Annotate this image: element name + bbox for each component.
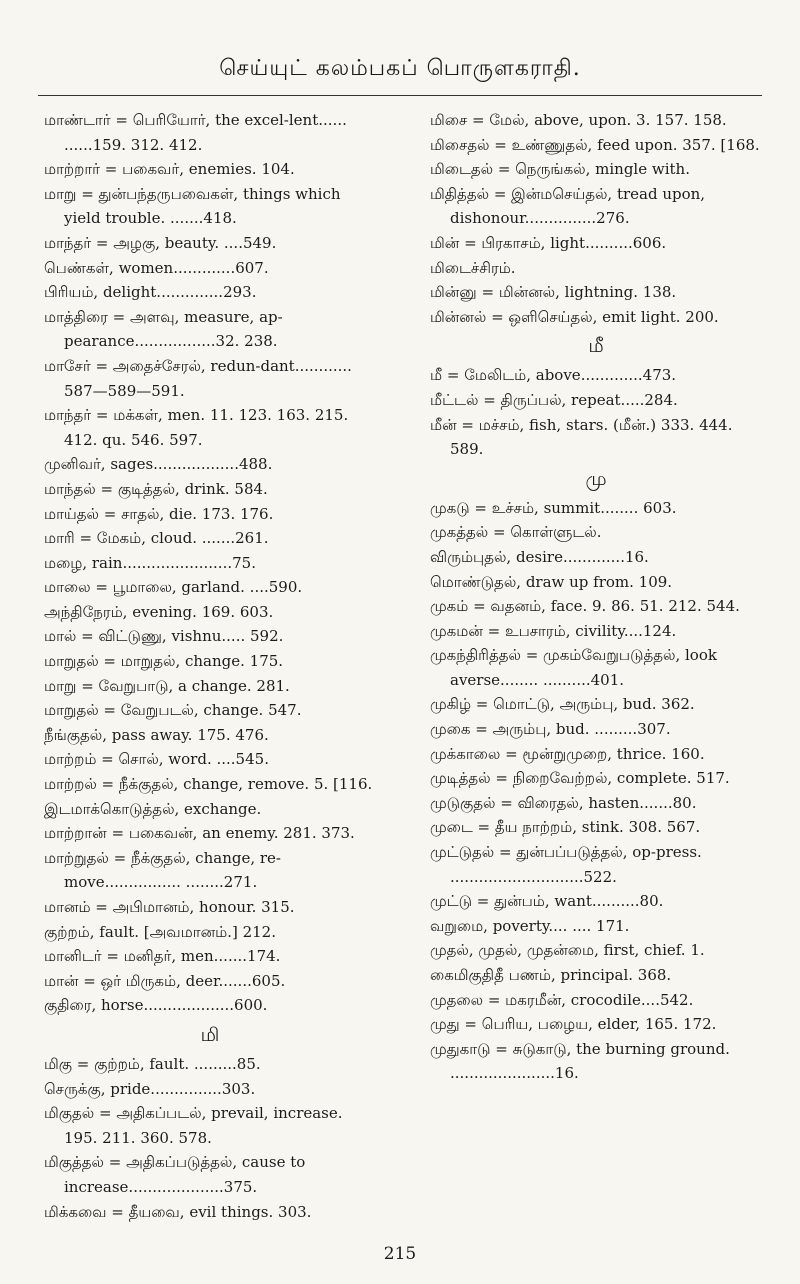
glossary-entry: மாற்றார் = பகைவர், enemies. 104. — [44, 160, 295, 179]
glossary-entry: மாற்றுதல் = நீக்குதல், change, re-move................ ........271. — [44, 848, 281, 892]
glossary-entry: மான் = ஒர் மிருகம், deer.......605. — [44, 971, 286, 990]
glossary-entry: பெண்கள், women.............607. — [44, 258, 269, 277]
glossary-entry: மிக்கவை = தீயவை, evil things. 303. — [44, 1202, 312, 1221]
glossary-entry: முகிழ் = மொட்டு, அரும்பு, bud. 362. — [430, 695, 695, 714]
glossary-entry: மாற்றல் = நீக்குதல், change, remove. 5. [116. — [44, 775, 373, 794]
section-heading-mee: மீ — [588, 335, 604, 358]
glossary-entry: மிடைச்சிரம். — [430, 258, 516, 277]
glossary-entry: மிதித்தல் = இன்மசெய்தல், tread upon, dishonour...............276. — [430, 184, 706, 228]
glossary-entry: மாற்றம் = சொல், word. ....545. — [44, 750, 269, 769]
glossary-entry: மால் = விட்டுணு, vishnu..... 592. — [44, 627, 284, 646]
glossary-entry: மிகு = குற்றம், fault. .........85. — [44, 1054, 261, 1073]
glossary-entry: முதலை = மகரமீன், crocodile....542. — [430, 990, 694, 1009]
glossary-entry: பிரியம், delight..............293. — [44, 283, 257, 302]
glossary-entry: முடித்தல் = நிறைவேற்றல், complete. 517. — [430, 769, 730, 788]
glossary-entry: நீங்குதல், pass away. 175. 476. — [44, 725, 269, 744]
glossary-entry: முடை = தீய நாற்றம், stink. 308. 567. — [430, 818, 701, 837]
glossary-entry: முகமன் = உபசாரம், civility....124. — [430, 621, 677, 640]
glossary-entry: மின் = பிரகாசம், light..........606. — [430, 233, 667, 252]
page-title: செய்யுட் கலம்பகப் பொருளகராதி. — [219, 56, 581, 81]
glossary-entry: மாறு = துன்பந்தருபவைகள், things which yield trouble. .......418. — [44, 184, 341, 228]
glossary-entry: மிகுதல் = அதிகப்படல், prevail, increase. 195. 211. 360. 578. — [44, 1104, 343, 1147]
glossary-entry: முக்காலை = மூன்றுமுறை, thrice. 160. — [430, 744, 705, 763]
glossary-entry: முதுகாடு = சுடுகாடு, the burning ground. ......................16. — [430, 1039, 730, 1083]
glossary-entry: மாசேர் = அதைச்சேரல், redun-dant............ 587—589—591. — [44, 356, 352, 400]
glossary-entry: மிசை = மேல், above, upon. 3. 157. 158. — [430, 111, 727, 129]
glossary-entry: மின்னு = மின்னல், lightning. 138. — [430, 283, 677, 302]
section-heading-mu: மு — [585, 467, 607, 490]
glossary-entry: மாத்திரை = அளவு, measure, ap-pearance.................32. 238. — [44, 307, 283, 351]
glossary-entry: முகடு = உச்சம், summit........ 603. — [430, 498, 677, 517]
glossary-entry: முட்டுதல் = துன்பப்படுத்தல், op-press. ............................522. — [430, 843, 702, 886]
glossary-entry: மீ = மேலிடம், above.............473. — [430, 366, 677, 385]
glossary-entry: மாந்தல் = குடித்தல், drink. 584. — [44, 479, 268, 498]
glossary-entry: முடுகுதல் = விரைதல், hasten.......80. — [430, 793, 697, 812]
glossary-entry: இடமாக்கொடுத்தல், exchange. — [44, 799, 262, 818]
glossary-entry: மின்னல் = ஒளிசெய்தல், emit light. 200. — [430, 307, 719, 326]
page-number: 215 — [383, 1244, 417, 1264]
glossary-entry: விரும்புதல், desire.............16. — [430, 547, 649, 566]
left-column — [44, 108, 376, 1224]
glossary-entry: முகம் = வதனம், face. 9. 86. 51. 212. 544. — [430, 597, 740, 616]
glossary-entry: முகை = அரும்பு, bud. .........307. — [430, 720, 671, 739]
glossary-entry: மானம் = அபிமானம், honour. 315. — [44, 898, 295, 916]
glossary-entry: முது = பெரிய, பழைய, elder, 165. 172. — [430, 1015, 717, 1034]
glossary-entry: முதல், முதல், முதன்மை, first, chief. 1. — [430, 941, 705, 960]
glossary-entry: மிசைதல் = உண்ணுதல், feed upon. 357. [168. — [430, 135, 760, 154]
glossary-entry: மாறுதல் = வேறுபடல், change. 547. — [44, 701, 302, 720]
glossary-entry: முகத்தல் = கொள்ளுடல். — [430, 523, 602, 542]
glossary-entry: முட்டு = துன்பம், want..........80. — [430, 892, 664, 911]
glossary-entry: மிடைதல் = நெருங்கல், mingle with. — [430, 160, 690, 179]
glossary-entry: மானிடர் = மனிதர், men.......174. — [44, 947, 281, 966]
glossary-entry: மாலை = பூமாலை, garland. ....590. — [44, 578, 303, 597]
glossary-entry: கைமிகுதிதீ பணம், principal. 368. — [430, 966, 672, 984]
glossary-entry: முகந்திரித்தல் = முகம்வேறுபடுத்தல், look averse........ ..........401. — [430, 646, 717, 689]
glossary-entry: மாந்தர் = அழகு, beauty. ....549. — [44, 233, 277, 252]
glossary-entry: மாறுதல் = மாறுதல், change. 175. — [44, 652, 284, 671]
glossary-entry: மிகுத்தல் = அதிகப்படுத்தல், cause to increase....................375. — [44, 1153, 306, 1196]
glossary-entry: செருக்கு, pride...............303. — [44, 1079, 256, 1098]
glossary-entry: மழை, rain.......................75. — [44, 553, 256, 572]
glossary-entry: மாய்தல் = சாதல், die. 173. 176. — [44, 504, 274, 523]
glossary-entry: மீட்டல் = திருப்பல், repeat.....284. — [430, 390, 678, 409]
glossary-entry: அந்திநேரம், evening. 169. 603. — [44, 602, 274, 621]
right-column — [430, 108, 762, 1086]
glossary-entry: முனிவர், sages..................488. — [44, 455, 273, 474]
section-heading-mi: மி — [200, 1023, 220, 1046]
header-rule — [38, 95, 762, 96]
glossary-entry: குற்றம், fault. [அவமானம்.] 212. — [44, 922, 276, 941]
glossary-entry: மொண்டுதல், draw up from. 109. — [430, 572, 673, 591]
glossary-entry: மாரி = மேகம், cloud. .......261. — [44, 529, 269, 548]
glossary-entry: மாந்தர் = மக்கள், men. 11. 123. 163. 215. 412. qu. 546. 597. — [44, 406, 349, 449]
glossary-entry: வறுமை, poverty.... .... 171. — [430, 916, 630, 935]
glossary-entry: மாற்றான் = பகைவன், an enemy. 281. 373. — [44, 824, 355, 843]
glossary-entry: மாண்டார் = பெரியோர், the excel-lent...... ......159. 312. 412. — [44, 111, 347, 154]
glossary-entry: மாறு = வேறுபாடு, a change. 281. — [44, 676, 290, 695]
glossary-entry: குதிரை, horse...................600. — [44, 996, 268, 1015]
glossary-entry: மீன் = மச்சம், fish, stars. (மீன்.) 333. 444. 589. — [430, 415, 733, 459]
